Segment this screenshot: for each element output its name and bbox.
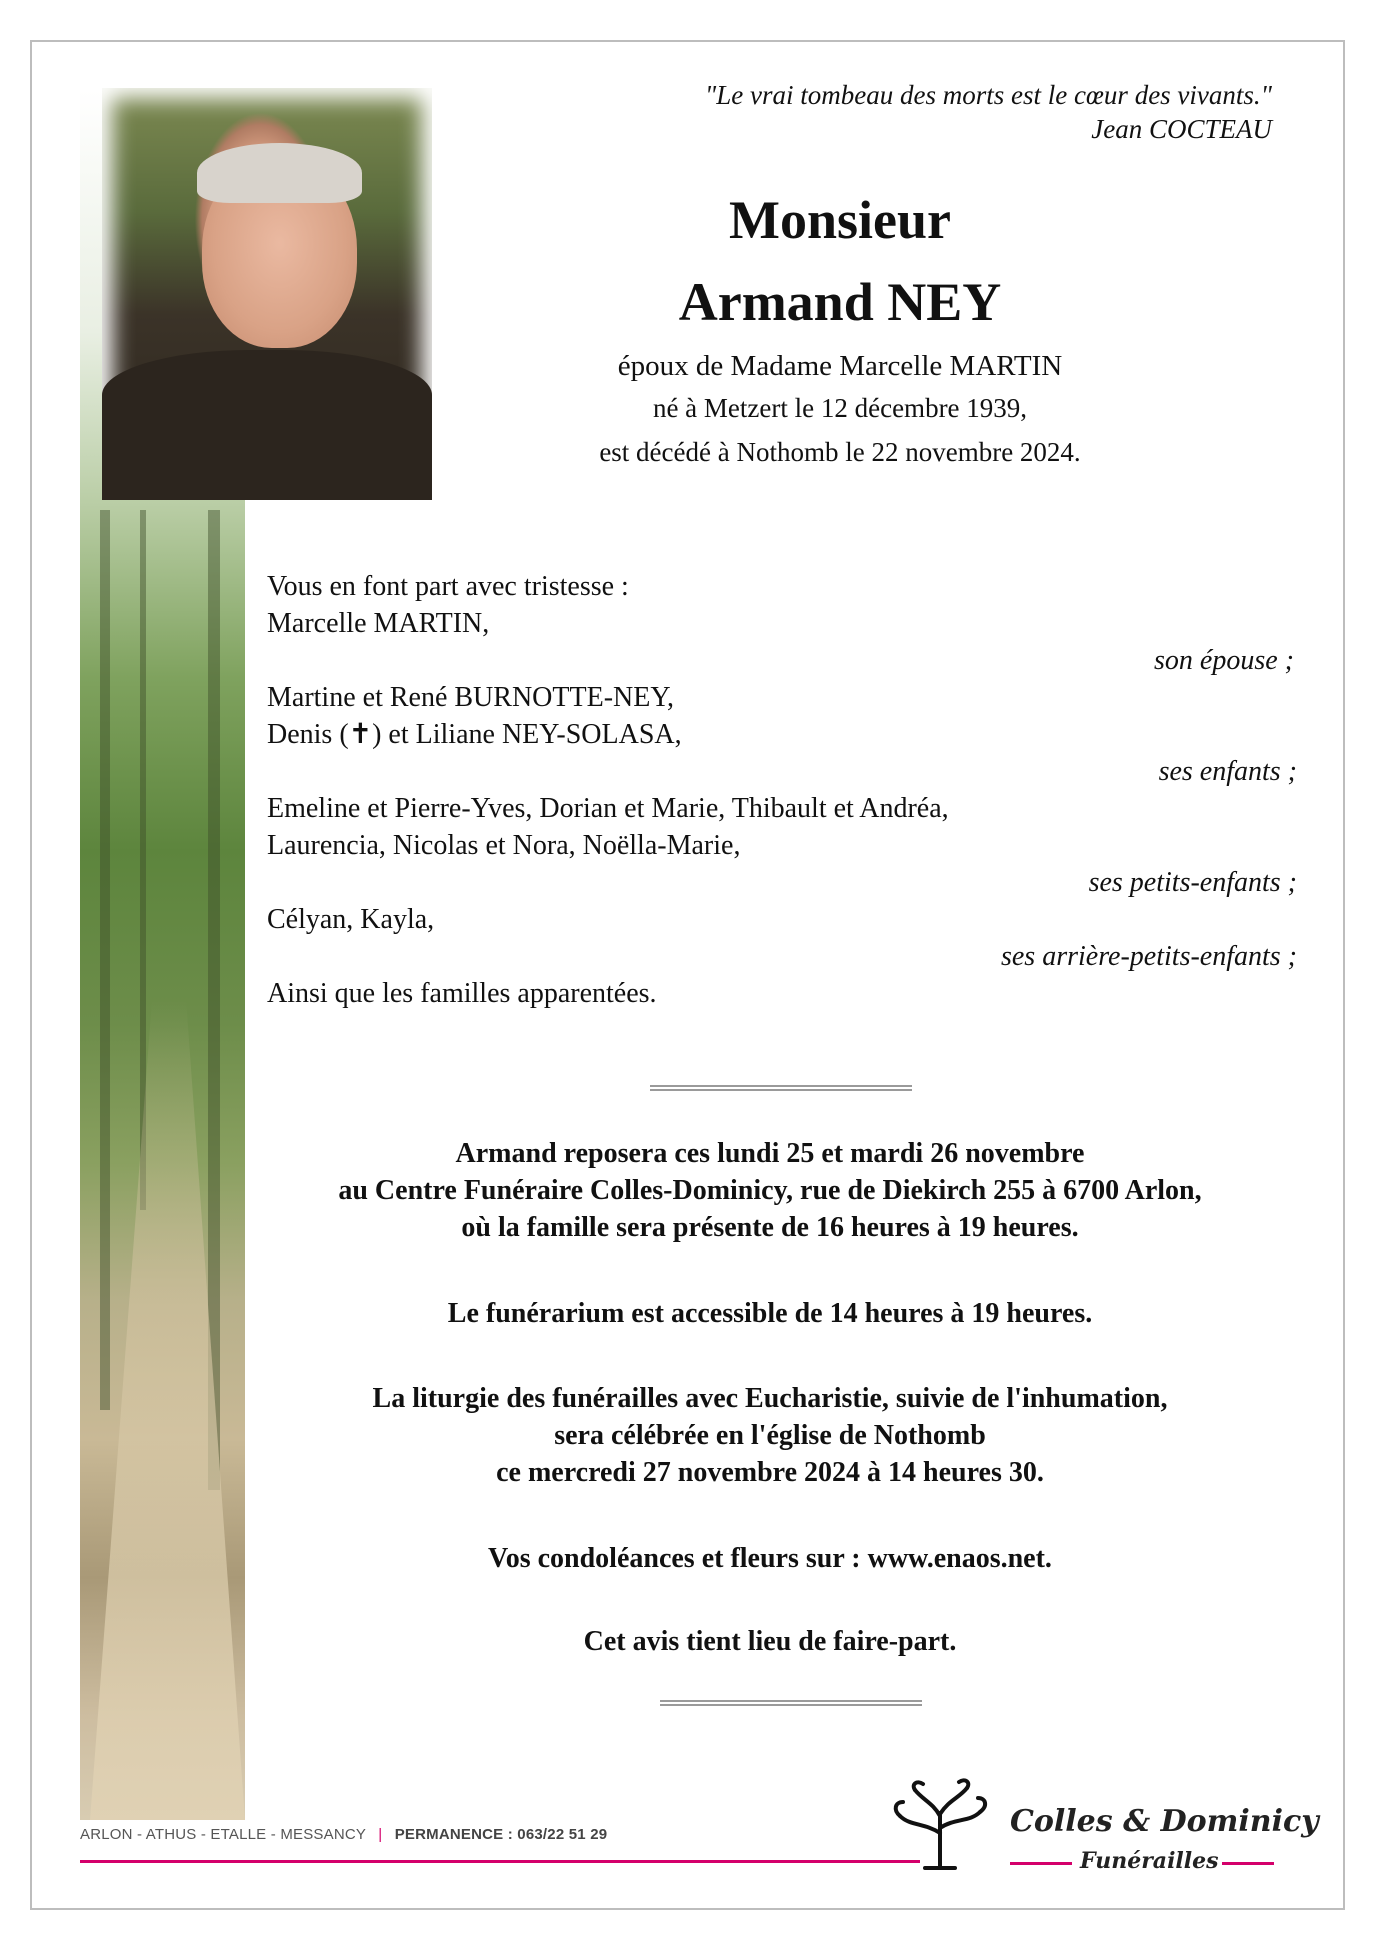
divider [660, 1700, 922, 1706]
role-great-grandchildren: ses arrière-petits-enfants ; [1000, 941, 1297, 972]
family-spouse: Marcelle MARTIN, [267, 608, 490, 639]
footer-contact [80, 1826, 607, 1843]
notice-line: Cet avis tient lieu de faire-part. [583, 1626, 957, 1657]
family-great-grandchildren: Célyan, Kayla, [267, 904, 435, 935]
role-grandchildren: ses petits-enfants ; [1088, 867, 1297, 898]
brand-subtitle: Funérailles [1080, 1848, 1219, 1874]
brand-accent-line [1010, 1862, 1072, 1865]
condolences-line: Vos condoléances et fleurs sur : www.enaos.net. [488, 1543, 1052, 1574]
quote-author: Jean COCTEAU [1091, 114, 1272, 144]
family-intro: Vous en font part avec tristesse : [267, 571, 629, 602]
tree-logo-icon [885, 1778, 995, 1873]
family-grandchildren: Emeline et Pierre-Yves, Dorian et Marie, Thibault et Andréa, [267, 793, 949, 824]
deceased-name: Armand NEY [678, 272, 1002, 332]
family-relatives: Ainsi que les familles apparentées. [267, 978, 657, 1009]
liturgy-line: ce mercredi 27 novembre 2024 à 14 heures 30. [496, 1457, 1044, 1488]
family-child: Denis (✝) et Liliane NEY-SOLASA, [267, 719, 682, 750]
death-line: est décédé à Nothomb le 22 novembre 2024. [599, 437, 1081, 467]
footer-permanence: PERMANENCE : 063/22 51 29 [394, 1826, 608, 1843]
brand-name: Colles & Dominicy [1010, 1804, 1319, 1839]
visitation-line: Armand reposera ces lundi 25 et mardi 26 novembre [455, 1138, 1085, 1169]
role-children: ses enfants ; [1158, 756, 1297, 787]
epigraph [705, 78, 1272, 146]
visitation-info [240, 1135, 1300, 1246]
spouse-line: époux de Madame Marcelle MARTIN [617, 350, 1063, 382]
liturgy-info [240, 1380, 1300, 1491]
birth-line: né à Metzert le 12 décembre 1939, [652, 393, 1028, 423]
title-salutation: Monsieur [729, 190, 951, 250]
family-grandchildren: Laurencia, Nicolas et Nora, Noëlla-Marie, [267, 830, 741, 861]
family-list [267, 568, 1297, 1012]
quote-text: "Le vrai tombeau des morts est le cœur des vivants." [704, 80, 1272, 110]
footer-locations: ARLON - ATHUS - ETALLE - MESSANCY [80, 1826, 366, 1843]
footer-separator: | [378, 1826, 383, 1843]
liturgy-line: sera célébrée en l'église de Nothomb [554, 1420, 986, 1451]
family-child: Martine et René BURNOTTE-NEY, [267, 682, 674, 713]
role-spouse: son épouse ; [1154, 645, 1294, 676]
liturgy-line: La liturgie des funérailles avec Eucharistie, suivie de l'inhumation, [372, 1383, 1168, 1414]
brand-accent-line [1222, 1862, 1274, 1865]
divider [650, 1085, 912, 1091]
visitation-line: au Centre Funéraire Colles-Dominicy, rue de Diekirch 255 à 6700 Arlon, [338, 1175, 1202, 1206]
visitation-line: où la famille sera présente de 16 heures à 19 heures. [461, 1212, 1079, 1243]
footer-accent-line [80, 1860, 920, 1863]
portrait-photo [102, 88, 432, 500]
funerarium-access: Le funérarium est accessible de 14 heures à 19 heures. [447, 1298, 1093, 1329]
